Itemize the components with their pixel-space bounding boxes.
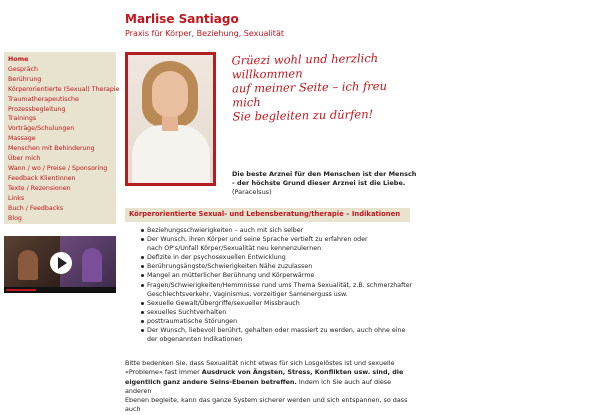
- sidebar-item-koerperorientierte-therapie[interactable]: Körperorientierte (Sexual) Therapie: [8, 85, 120, 93]
- list-item: sexuelles Suchtverhalten: [147, 308, 417, 317]
- play-icon[interactable]: [50, 252, 72, 274]
- sidebar-item-home[interactable]: Home: [8, 56, 29, 63]
- list-item: Der Wunsch, ihren Körper und seine Sprache vertieft zu erfahren oder: [147, 235, 417, 244]
- closing-line-4: Ebenen begleite, kann das ganze System sicherer werden und sich entspannen, so dass auch: [125, 396, 408, 414]
- list-item: Berührungsängste/Schwierigkeiten Nähe zuzulassen: [147, 262, 417, 271]
- greeting-line-3: Sie begleiten zu dürfen!: [232, 107, 374, 124]
- sidebar-item-buch[interactable]: Buch / Feedbacks: [8, 204, 64, 212]
- list-item-continuation: Geschlechtsverkehr, Vaginismus, vorzeitiger Samenerguss usw.: [147, 290, 348, 298]
- sidebar-item-vortraege[interactable]: Vorträge/Schulungen: [8, 125, 75, 133]
- site-subtitle: Praxis für Körper, Beziehung, Sexualität: [125, 29, 284, 38]
- sidebar-item-trainings[interactable]: Trainings: [8, 115, 37, 123]
- site-title: Marlise Santiago: [125, 12, 239, 26]
- closing-emphasis: eigentlich ganz andere Seins-Ebenen betreffen.: [125, 377, 297, 386]
- section-title: Körperorientierte Sexual- und Lebensberatung/therapie – Indikationen: [129, 210, 401, 218]
- sidebar-item-massage[interactable]: Massage: [8, 135, 36, 143]
- sidebar-item-behinderung[interactable]: Menschen mit Behinderung: [8, 145, 95, 153]
- sidebar-item-texte[interactable]: Texte / Rezensionen: [8, 184, 71, 192]
- closing-line-2: [125, 368, 415, 377]
- sidebar-item-beruehrung[interactable]: Berührung: [8, 75, 42, 83]
- list-item: Beziehungsschwierigkeiten – auch mit sich selber: [147, 226, 417, 235]
- list-item: Fragen/Schwierigkeiten/Hemmnisse rund ums Thema Sexualität, z.B. schmerzhafter: [147, 281, 417, 290]
- closing-paragraph: [125, 359, 415, 415]
- sidebar-item-blog[interactable]: Blog: [8, 214, 22, 222]
- video-progress-fill: [6, 289, 36, 291]
- sidebar-item-prozessbegleitung[interactable]: Prozessbegleitung: [8, 105, 66, 113]
- sidebar-item-links[interactable]: Links: [8, 194, 25, 202]
- portrait-body: [132, 125, 210, 183]
- portrait-image: [125, 52, 216, 186]
- video-person-right: [82, 248, 102, 282]
- quote-text: Die beste Arznei für den Menschen ist der Mensch - der höchste Grund dieser Arznei ist die Liebe.: [232, 170, 417, 187]
- quote-source: (Paracelsus): [232, 188, 272, 196]
- indications-list: [147, 226, 417, 344]
- list-item: Defizite in der psychosexuellen Entwicklung: [147, 253, 417, 262]
- portrait-face: [152, 71, 188, 117]
- list-item: Der Wunsch, liebevoll berührt, gehalten oder massiert zu werden, auch ohne eine: [147, 326, 417, 335]
- sidebar-item-gespraech[interactable]: Gespräch: [8, 65, 38, 73]
- closing-emphasis: Ausdruck von Ängsten, Stress, Konflikten usw. sind, die: [201, 368, 404, 377]
- closing-text: Indem ich Sie auch auf diese anderen: [125, 377, 392, 395]
- video-person-left: [18, 250, 38, 280]
- sidebar-item-traumatherapeutische[interactable]: Traumatherapeutische: [8, 95, 79, 103]
- sidebar-item-feedback[interactable]: Feedback Klientinnen: [8, 174, 76, 182]
- sidebar-item-ueber-mich[interactable]: Über mich: [8, 155, 41, 163]
- list-item: Mangel an mütterlicher Berührung und Körperwärme: [147, 271, 417, 280]
- video-player[interactable]: [4, 236, 116, 293]
- list-item: posttraumatische Störungen: [147, 317, 417, 326]
- closing-text: «Probleme» fast immer: [125, 368, 202, 377]
- sidebar-nav: [4, 52, 120, 224]
- greeting-handwriting: [231, 50, 410, 123]
- list-item-continuation: der obgenannten Indikationen: [147, 336, 243, 344]
- closing-line-1: Bitte bedenken Sie, dass Sexualität nicht etwas für sich Losgelöstes ist und sexuelle: [125, 359, 395, 367]
- section-header: [125, 208, 410, 222]
- video-progress-bar[interactable]: [4, 287, 116, 293]
- sidebar-item-preise[interactable]: Wann / wo / Preise / Sponsoring: [8, 164, 108, 172]
- list-item-continuation: nach OP's/Unfall Körper/Sexualität neu kennenzulernen: [147, 245, 322, 253]
- list-item: Sexuelle Gewalt/Übergriffe/sexueller Missbrauch: [147, 299, 417, 308]
- quote-block: [232, 170, 417, 197]
- greeting-line-2: auf meiner Seite – ich freu mich: [231, 78, 388, 110]
- closing-line-3: [125, 378, 415, 397]
- greeting-line-1: Grüezi wohl und herzlich willkommen: [231, 50, 379, 82]
